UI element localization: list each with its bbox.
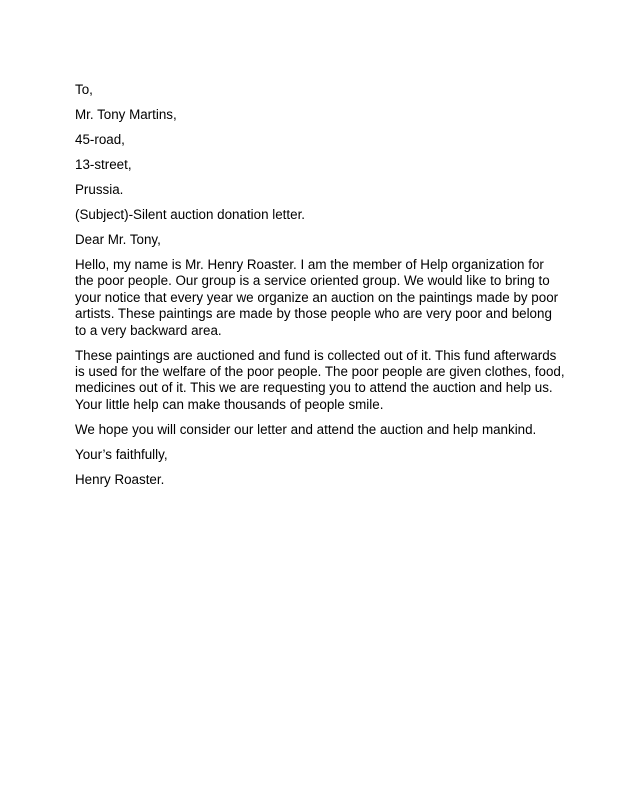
recipient-name: Mr. Tony Martins, [75, 107, 177, 122]
body-paragraph-1: Hello, my name is Mr. Henry Roaster. I am the member of Help organization for the poor people. Our group is a service oriented group. We would like to bring to your notice that every year we organize an auction on the paintings made by poor artists. These paintings are made by those people who are very poor and belong to a very backward area. [75, 257, 559, 338]
body-paragraph-2: These paintings are auctioned and fund is collected out of it. This fund afterwards is used for the welfare of the poor people. The poor people are given clothes, food, medicines out of it. This we are requesting you to attend the auction and help us. Your little help can make thousands of people smile. [75, 347, 565, 412]
address-line-3: Prussia. [75, 182, 124, 197]
letter-body [75, 82, 565, 497]
greeting: Dear Mr. Tony, [75, 232, 161, 247]
address-line-1: 45-road, [75, 132, 125, 147]
closing: Your’s faithfully, [75, 446, 168, 462]
signature: Henry Roaster. [75, 471, 165, 487]
subject-line: (Subject)-Silent auction donation letter. [75, 207, 306, 222]
salutation-to: To, [75, 82, 93, 97]
address-line-2: 13-street, [75, 157, 132, 172]
body-paragraph-3: We hope you will consider our letter and attend the auction and help mankind. [75, 421, 537, 437]
